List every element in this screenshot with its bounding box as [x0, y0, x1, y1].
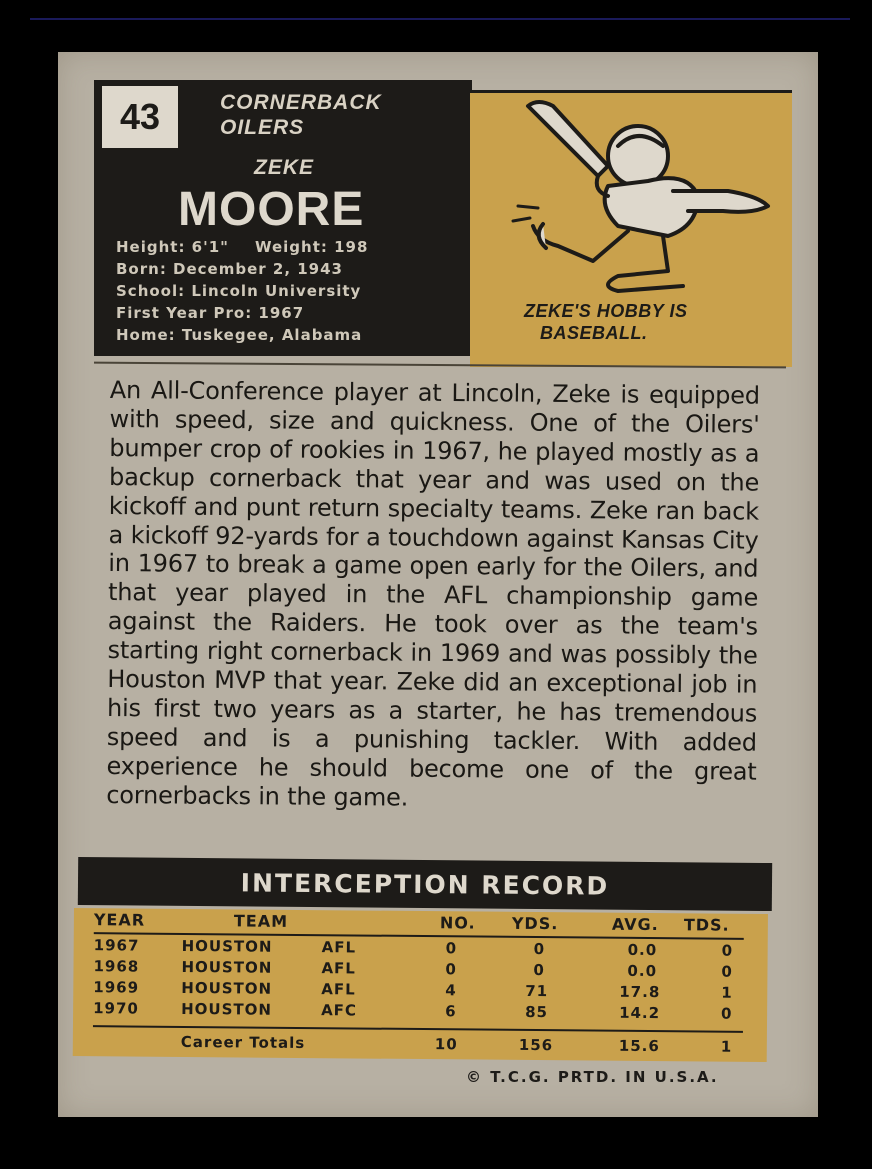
row-year: 1970	[93, 999, 139, 1018]
col-header-tds: TDS.	[683, 915, 730, 935]
row-league: AFL	[321, 938, 357, 957]
interception-record-table	[73, 908, 768, 1062]
row-no: 0	[445, 939, 458, 958]
cartoon-caption-line-2: BASEBALL.	[540, 323, 648, 343]
record-title: INTERCEPTION RECORD	[78, 857, 772, 911]
row-no: 6	[445, 1002, 457, 1021]
trading-card-back	[58, 52, 818, 1117]
row-league: AFL	[321, 959, 356, 978]
player-biography: An All-Conference player at Lincoln, Zeke is equipped with speed, size and quickness. One of the Oilers' bumper crop of rookies in 1967, he played mostly as a backup cornerback that year and was used on the kickoff and punt return specialty teams. Zeke ran back a kickoff 92-yards for a touchdown against Kansas City in 1967 to break a game open early for the Oilers, and that year played in the AFL championship game against the Raiders. He took over as the team's starting right cornerback in 1969 and was possibly the Houston MVP that year. Zeke did an exceptional job in his first two years as a starter, he has tremendous speed and is a punishing tackler. With added experience he should become one of the great cornerbacks in the game.	[106, 376, 760, 812]
col-header-year: YEAR	[93, 910, 146, 930]
row-yds: 85	[525, 1002, 549, 1022]
weight: Weight: 198	[254, 238, 369, 256]
row-league: AFC	[321, 1001, 358, 1020]
copyright: © T.C.G. PRTD. IN U.S.A.	[466, 1068, 719, 1086]
row-team: HOUSTON	[181, 999, 273, 1019]
baseball-player-cartoon-icon	[498, 96, 778, 296]
row-yds: 71	[525, 981, 549, 1001]
first-year-pro: First Year Pro: 1967	[116, 304, 305, 322]
row-avg: 14.2	[619, 1003, 661, 1023]
row-no: 4	[445, 981, 457, 1000]
cartoon-caption	[524, 300, 687, 344]
row-tds: 0	[721, 941, 734, 960]
player-last-name: MOORE	[178, 183, 365, 236]
totals-avg: 15.6	[618, 1036, 660, 1056]
row-year: 1969	[93, 978, 140, 997]
cartoon-caption-line-1: ZEKE'S HOBBY IS	[524, 301, 688, 321]
col-header-no: NO.	[439, 913, 476, 933]
card-number: 43	[102, 86, 178, 148]
school: School: Lincoln University	[116, 282, 362, 300]
totals-tds: 1	[720, 1037, 733, 1056]
row-avg: 17.8	[619, 982, 661, 1002]
totals-label: Career Totals	[180, 1032, 306, 1053]
row-year: 1968	[93, 957, 140, 976]
totals-rule	[93, 1025, 743, 1033]
scan-edge-line	[30, 18, 850, 20]
col-header-yds: YDS.	[511, 913, 559, 934]
row-tds: 1	[721, 983, 733, 1002]
row-team: HOUSTON	[181, 957, 273, 977]
row-league: AFL	[321, 980, 356, 999]
row-yds: 0	[533, 940, 546, 959]
row-avg: 0.0	[627, 961, 658, 981]
born: Born: December 2, 1943	[116, 260, 343, 278]
row-yds: 0	[533, 961, 545, 980]
row-no: 0	[445, 960, 457, 979]
row-avg: 0.0	[627, 940, 658, 960]
player-team: OILERS	[220, 116, 305, 139]
totals-no: 10	[434, 1035, 458, 1054]
row-tds: 0	[721, 962, 733, 981]
player-position-team	[220, 90, 382, 140]
home: Home: Tuskegee, Alabama	[116, 326, 363, 344]
player-vitals	[116, 236, 466, 346]
col-header-team: TEAM	[233, 911, 289, 931]
player-position: CORNERBACK	[220, 91, 382, 114]
height: Height: 6'1"	[116, 238, 229, 256]
col-header-avg: AVG.	[611, 914, 659, 935]
row-year: 1967	[93, 936, 140, 955]
row-tds: 0	[721, 1004, 733, 1023]
row-team: HOUSTON	[181, 978, 273, 998]
player-first-name: ZEKE	[254, 156, 315, 179]
row-team: HOUSTON	[181, 936, 273, 956]
totals-yds: 156	[518, 1035, 554, 1055]
